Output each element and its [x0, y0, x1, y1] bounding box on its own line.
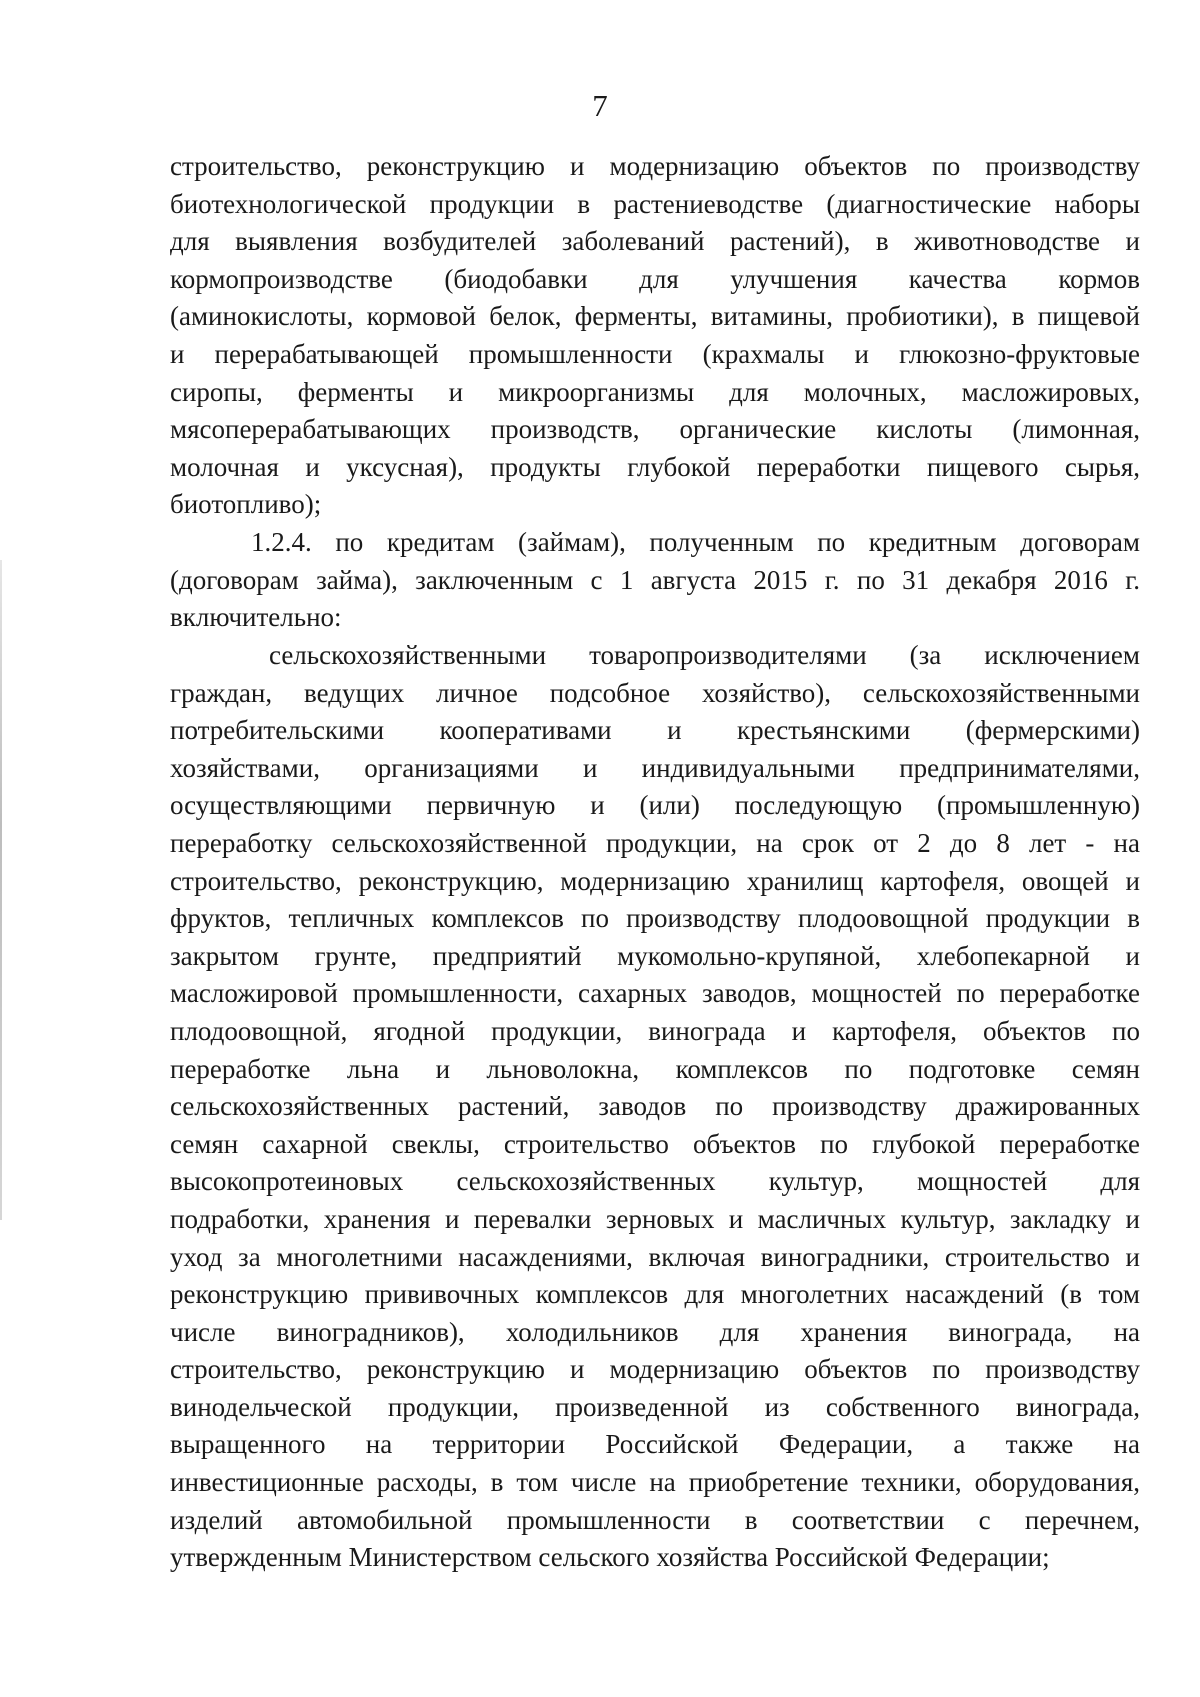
page-number: 7	[592, 88, 608, 123]
text-line: строительство, реконструкцию и модернизацию объектов по производству	[170, 151, 1140, 181]
text-line: хозяйствами, организациями и индивидуальными предпринимателями,	[170, 752, 1140, 783]
text-line: 1.2.4. по кредитам (займам), полученным по кредитным договорам	[251, 527, 1140, 557]
text-line: фруктов, тепличных комплексов по производству плодоовощной продукции в	[170, 903, 1140, 934]
text-line: числе виноградников), холодильников для хранения винограда, на	[170, 1316, 1140, 1347]
text-line: строительство, реконструкцию, модернизацию хранилищ картофеля, овощей и	[170, 865, 1140, 896]
scan-edge-shadow	[0, 560, 2, 1220]
text-line: для выявления возбудителей заболеваний растений), в животноводстве и	[170, 226, 1140, 257]
text-line: потребительскими кооперативами и крестьянскими (фермерскими)	[170, 715, 1140, 746]
text-line: мясоперерабатывающих производств, органические кислоты (лимонная,	[170, 414, 1140, 445]
text-line: инвестиционные расходы, в том числе на приобретение техники, оборудования,	[170, 1467, 1140, 1498]
text-line: плодоовощной, ягодной продукции, винограда и картофеля, объектов по	[170, 1015, 1140, 1046]
text-line: биотехнологической продукции в растениеводстве (диагностические наборы	[170, 188, 1140, 219]
text-line: сельскохозяйственными товаропроизводителями (за исключением	[269, 640, 1140, 670]
text-line: биотопливо);	[170, 489, 322, 520]
text-line: закрытом грунте, предприятий мукомольно-крупяной, хлебопекарной и	[170, 940, 1140, 971]
text-line: и перерабатывающей промышленности (крахмалы и глюкозно-фруктовые	[170, 338, 1140, 369]
text-line: строительство, реконструкцию и модернизацию объектов по производству	[170, 1354, 1140, 1385]
paragraph-continuation	[170, 148, 1140, 524]
text-line: семян сахарной свеклы, строительство объектов по глубокой переработке	[170, 1128, 1140, 1159]
text-line: высокопротеиновых сельскохозяйственных культур, мощностей для	[170, 1166, 1140, 1197]
text-line: винодельческой продукции, произведенной из собственного винограда,	[170, 1391, 1140, 1422]
text-line: изделий автомобильной промышленности в соответствии с перечнем,	[170, 1504, 1140, 1535]
text-line: подработки, хранения и перевалки зерновых и масличных культур, закладку и	[170, 1203, 1140, 1234]
text-line: молочная и уксусная), продукты глубокой переработки пищевого сырья,	[170, 451, 1140, 482]
text-line: масложировой промышленности, сахарных заводов, мощностей по переработке	[170, 978, 1140, 1009]
text-line: кормопроизводстве (биодобавки для улучшения качества кормов	[170, 263, 1140, 294]
text-line: выращенного на территории Российской Федерации, а также на	[170, 1429, 1140, 1460]
text-line: переработку сельскохозяйственной продукции, на срок от 2 до 8 лет - на	[170, 827, 1140, 858]
text-line: сельскохозяйственных растений, заводов по производству дражированных	[170, 1091, 1140, 1122]
paragraph-item-1-2-4	[170, 524, 1140, 637]
text-line: реконструкцию прививочных комплексов для многолетних насаждений (в том	[170, 1279, 1140, 1310]
text-line: осуществляющими первичную и (или) последующую (промышленную)	[170, 790, 1140, 821]
paragraph-borrowers	[170, 637, 1140, 1577]
text-line: уход за многолетними насаждениями, включая виноградники, строительство и	[170, 1241, 1140, 1272]
text-line: (договорам займа), заключенным с 1 августа 2015 г. по 31 декабря 2016 г.	[170, 564, 1140, 595]
text-line: сиропы, ферменты и микроорганизмы для молочных, масложировых,	[170, 376, 1140, 407]
text-line: переработке льна и льноволокна, комплексов по подготовке семян	[170, 1053, 1140, 1084]
text-line: включительно:	[170, 602, 342, 633]
text-line: утвержденным Министерством сельского хозяйства Российской Федерации;	[170, 1542, 1050, 1573]
text-line: граждан, ведущих личное подсобное хозяйство), сельскохозяйственными	[170, 677, 1140, 708]
text-line: (аминокислоты, кормовой белок, ферменты, витамины, пробиотики), в пищевой	[170, 301, 1140, 332]
